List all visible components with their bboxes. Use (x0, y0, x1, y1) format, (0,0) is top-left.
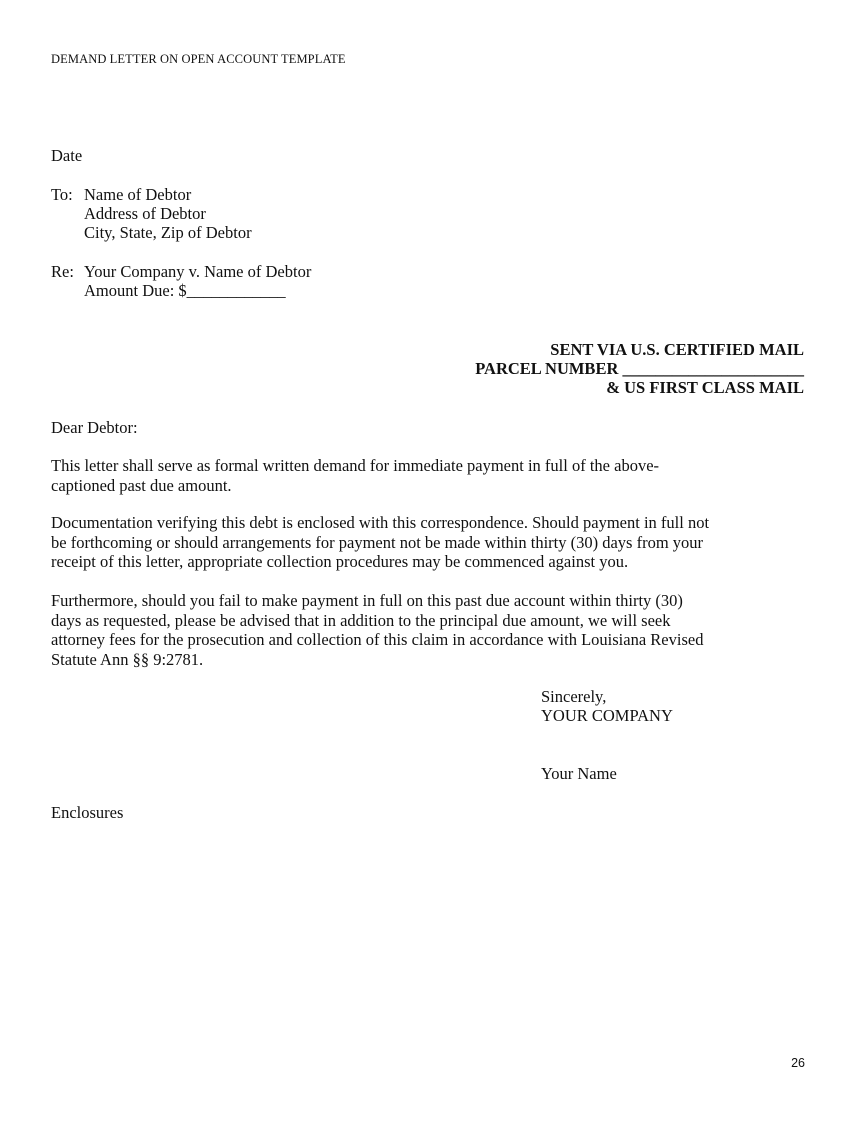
paragraph-line: This letter shall serve as formal written demand for immediate payment in full of the above- (51, 456, 660, 475)
debtor-city-state-zip: City, State, Zip of Debtor (84, 223, 252, 242)
to-label: To: (51, 185, 73, 204)
re-label: Re: (51, 262, 74, 281)
signer-company: YOUR COMPANY (541, 706, 673, 725)
paragraph-attorney-fees (51, 591, 811, 669)
date-line: Date (51, 146, 83, 165)
paragraph-documentation (51, 513, 811, 572)
signer-name: Your Name (541, 764, 617, 783)
paragraph-line: receipt of this letter, appropriate collection procedures may be commenced against you. (51, 552, 629, 571)
page-number: 26 (791, 1056, 805, 1070)
delivery-parcel-number: PARCEL NUMBER ______________________ (475, 359, 804, 378)
delivery-certified-mail: SENT VIA U.S. CERTIFIED MAIL (550, 340, 804, 359)
document-title: DEMAND LETTER ON OPEN ACCOUNT TEMPLATE (51, 52, 346, 66)
paragraph-line: Documentation verifying this debt is enclosed with this correspondence. Should payment in full not (51, 513, 710, 532)
delivery-first-class: & US FIRST CLASS MAIL (606, 378, 804, 397)
re-case: Your Company v. Name of Debtor (84, 262, 312, 281)
valediction: Sincerely, (541, 687, 607, 706)
paragraph-line: captioned past due amount. (51, 475, 232, 495)
paragraph-line: be forthcoming or should arrangements for payment not be made within thirty (30) days from your (51, 532, 704, 552)
debtor-name: Name of Debtor (84, 185, 192, 204)
re-amount-due: Amount Due: $____________ (84, 281, 286, 300)
paragraph-line: Statute Ann §§ 9:2781. (51, 649, 204, 669)
paragraph-demand (51, 456, 811, 495)
enclosures-note: Enclosures (51, 803, 124, 822)
paragraph-line: days as requested, please be advised that in addition to the principal due amount, we will seek (51, 610, 671, 630)
salutation: Dear Debtor: (51, 418, 138, 437)
paragraph-line: attorney fees for the prosecution and collection of this claim in accordance with Louisiana Revised (51, 630, 704, 649)
debtor-address: Address of Debtor (84, 204, 206, 223)
paragraph-line: Furthermore, should you fail to make payment in full on this past due account within thirty (30) (51, 591, 683, 610)
